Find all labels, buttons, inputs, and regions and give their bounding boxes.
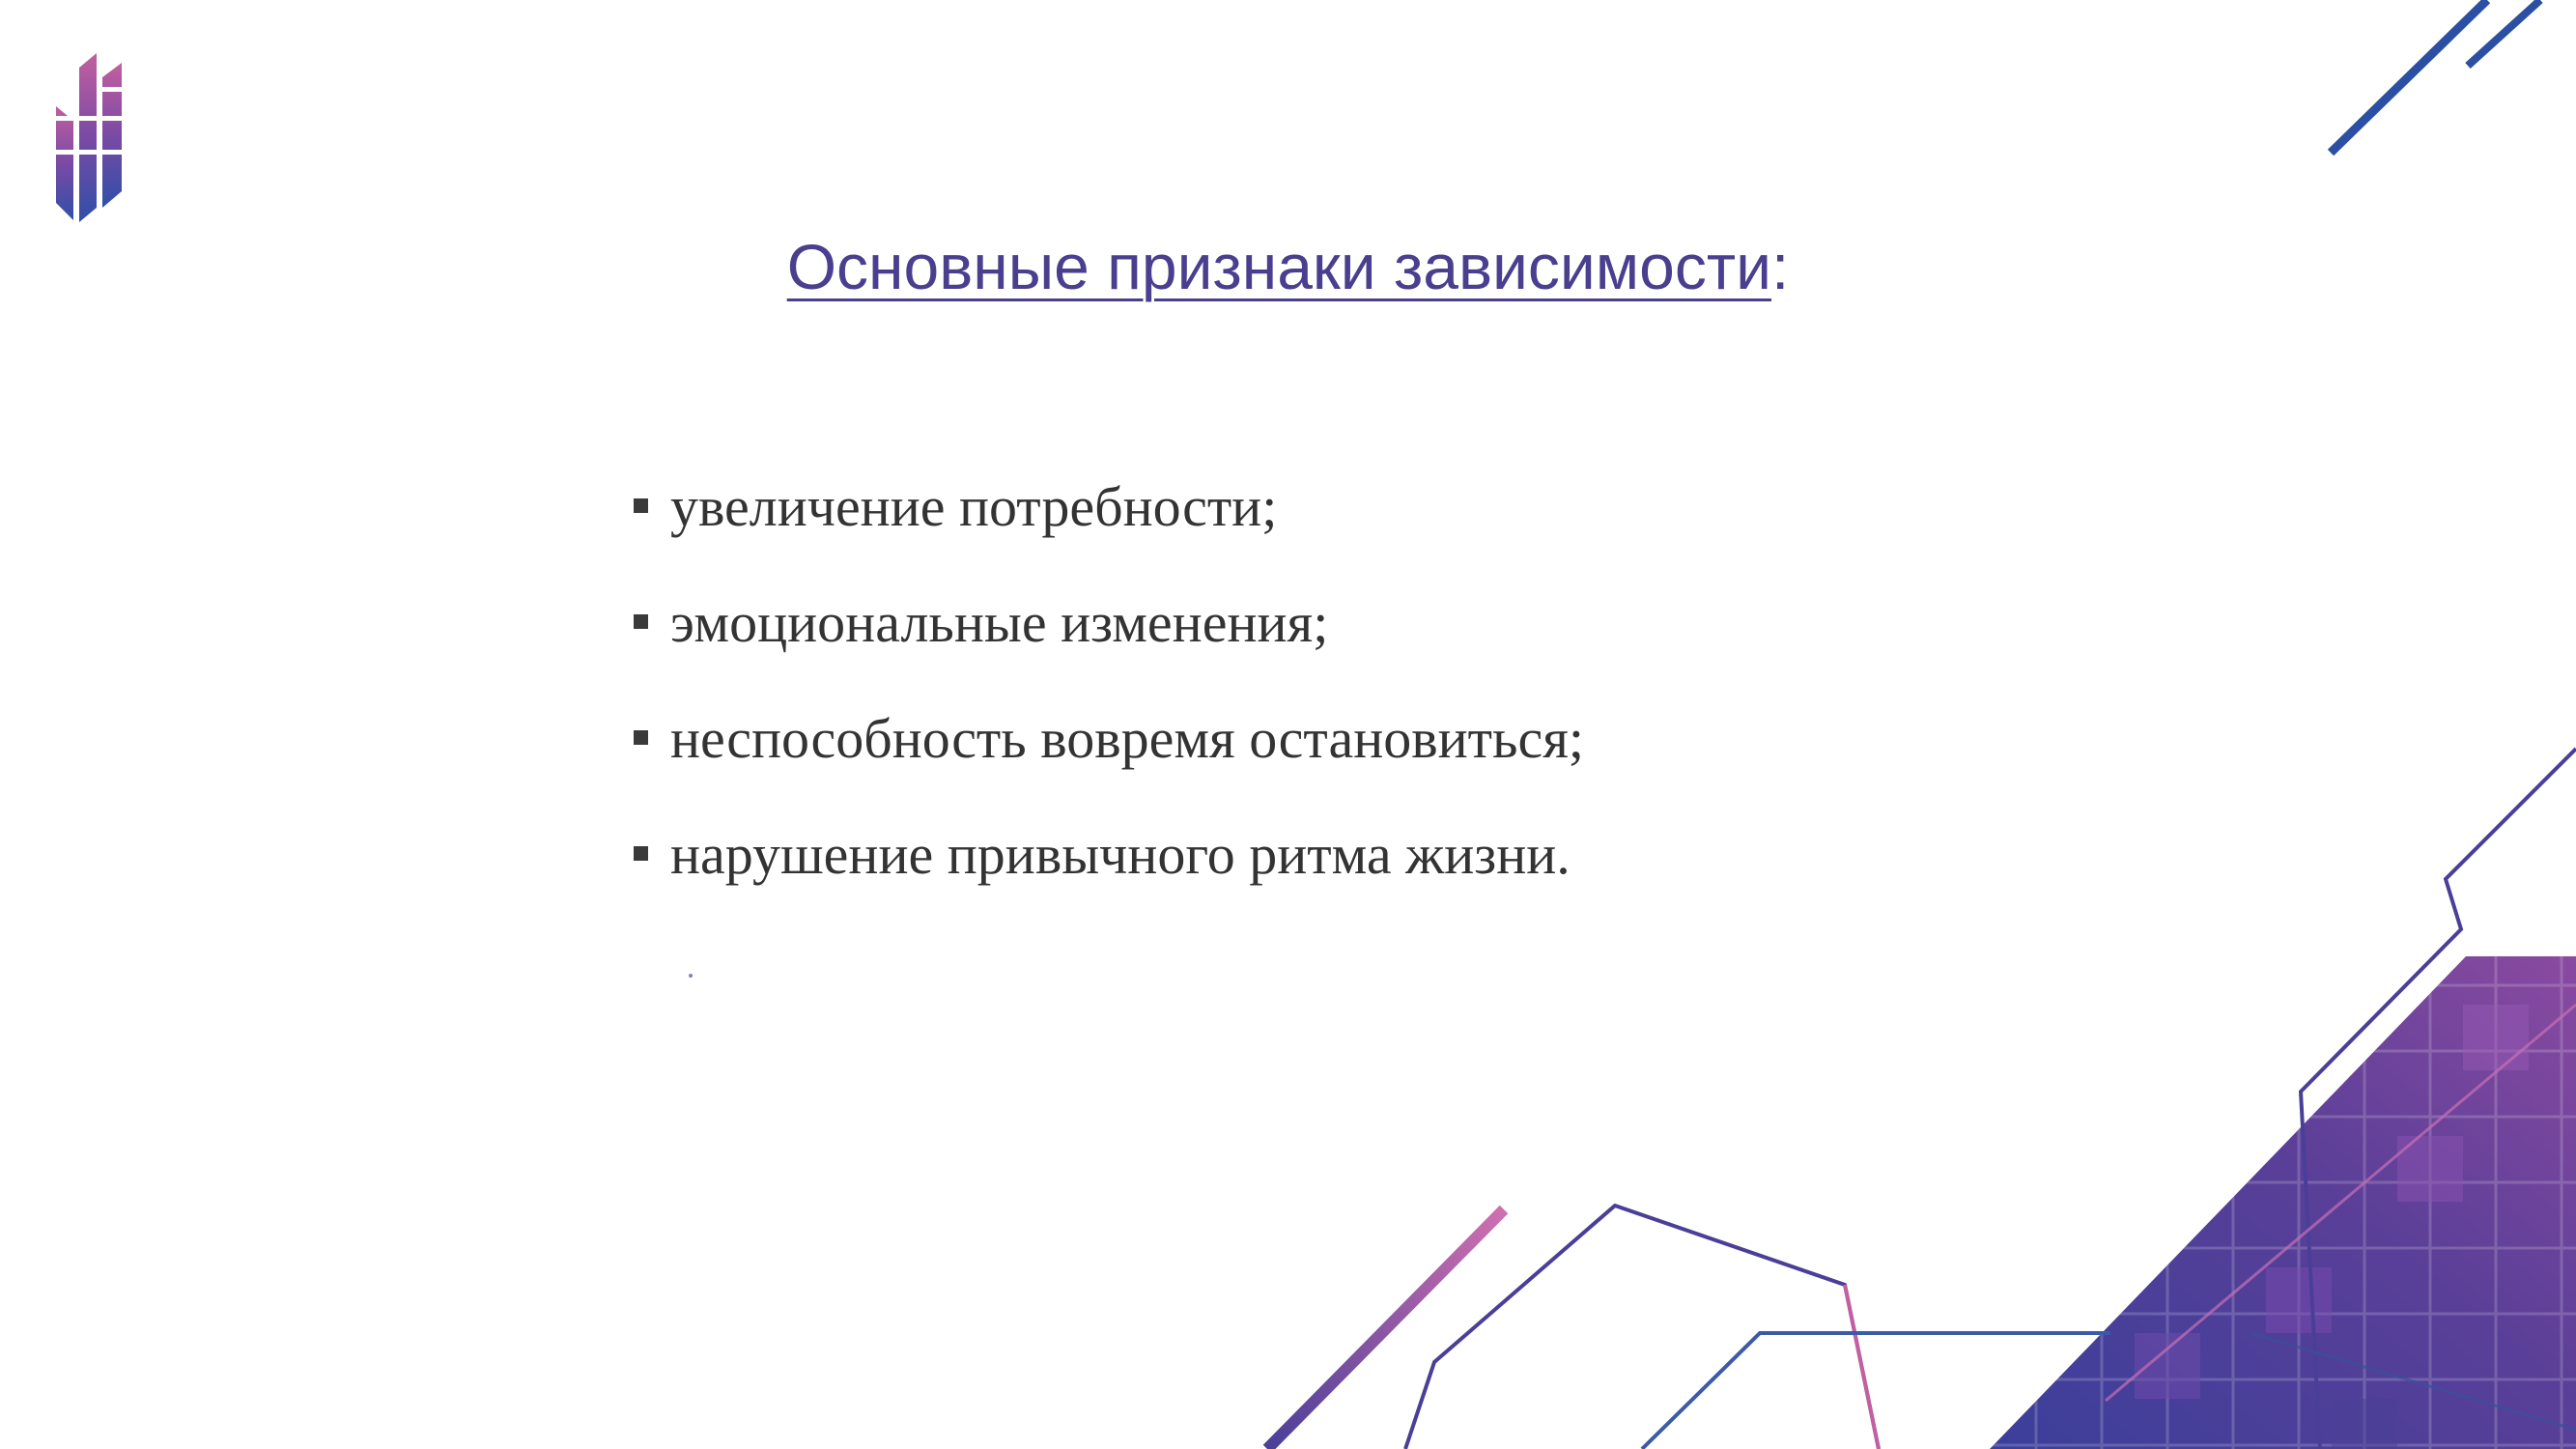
stray-dot — [689, 974, 693, 978]
list-item-text: неспособность вовремя остановиться; — [670, 707, 1585, 770]
square-bullet-icon — [634, 614, 648, 629]
bullet-list — [634, 462, 1584, 925]
logo-icon — [54, 48, 135, 227]
list-item — [634, 578, 1584, 694]
list-item-text: увеличение потребности; — [670, 475, 1278, 538]
top-right-stroke-1 — [2331, 0, 2487, 153]
list-item-text: эмоциональные изменения; — [670, 591, 1329, 654]
slide-title — [0, 228, 2576, 305]
list-item-text: нарушение привычного ритма жизни. — [670, 823, 1571, 886]
slide-title-text: Основные признаки зависимости — [786, 231, 1771, 302]
square-bullet-icon — [634, 498, 648, 513]
diagonal-accent-stroke — [1267, 1209, 1504, 1449]
list-item — [634, 462, 1584, 578]
list-item — [634, 810, 1584, 925]
square-bullet-icon — [634, 730, 648, 745]
list-item — [634, 694, 1584, 810]
slide-title-suffix: : — [1770, 231, 1790, 302]
square-bullet-icon — [634, 846, 648, 861]
